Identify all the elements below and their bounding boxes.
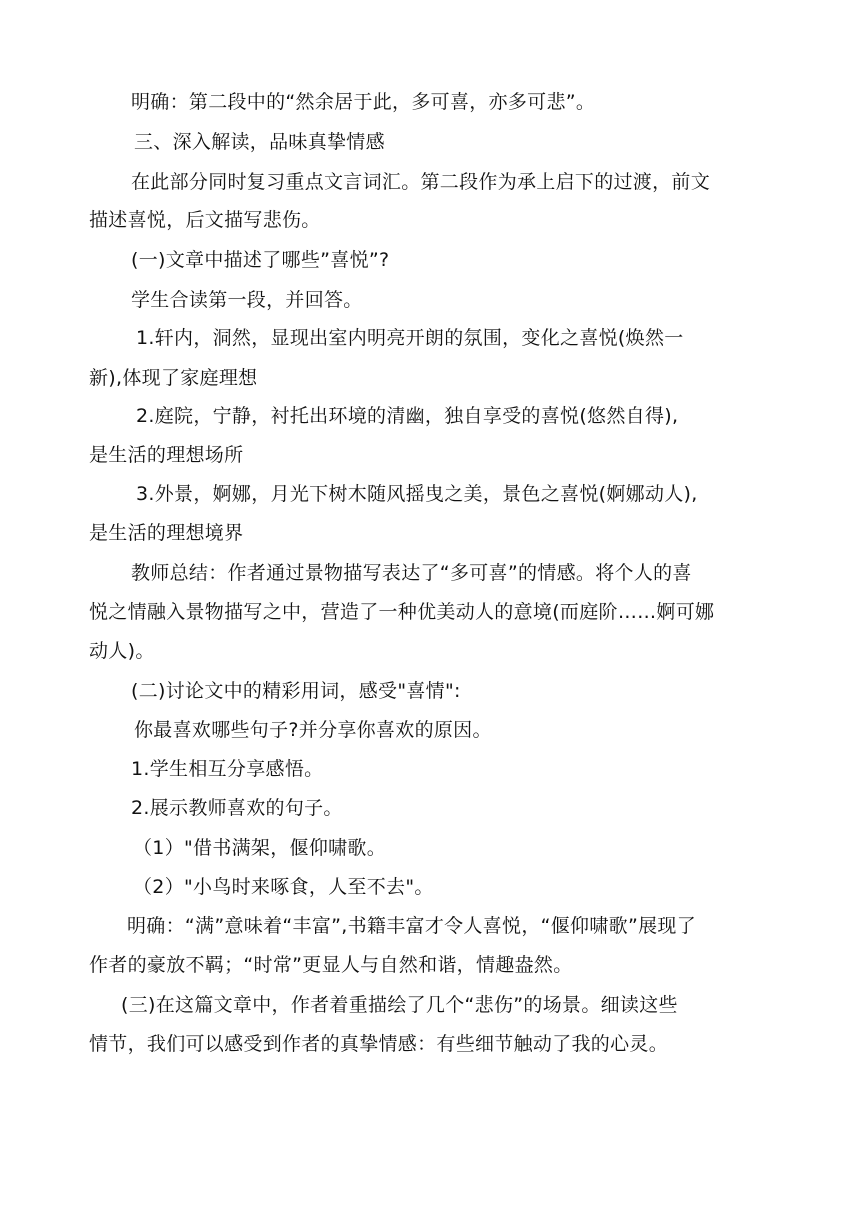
paragraph-line: 明确：第二段中的“然余居于此，多可喜，亦多可悲”。 xyxy=(131,91,596,113)
paragraph-line: 作者的豪放不羁；“时常”更显人与自然和谐，情趣盎然。 xyxy=(89,954,573,976)
subsection-heading: (二)讨论文中的精彩用词，感受"喜情": xyxy=(131,680,461,702)
list-item: 2.展示教师喜欢的句子。 xyxy=(131,797,343,819)
quoted-sentence: （1）"借书满架，偃仰啸歌。 xyxy=(133,837,387,859)
quoted-sentence: （2）"小鸟时来啄食，人至不去"。 xyxy=(133,876,434,898)
paragraph-line: 动人)。 xyxy=(89,640,155,662)
list-item-continuation: 是生活的理想场所 xyxy=(89,444,244,466)
list-item: 1.轩内，洞然，显现出室内明亮开朗的氛围，变化之喜悦(焕然一 xyxy=(136,327,684,349)
paragraph-line: 你最喜欢哪些句子?并分享你喜欢的原因。 xyxy=(134,719,492,741)
list-item-continuation: 是生活的理想境界 xyxy=(89,522,244,544)
paragraph-line: 教师总结：作者通过景物描写表达了“多可喜”的情感。将个人的喜 xyxy=(131,562,692,584)
paragraph-line: 情节，我们可以感受到作者的真挚情感：有些细节触动了我的心灵。 xyxy=(89,1033,669,1055)
paragraph-line: 学生合读第一段，并回答。 xyxy=(131,289,363,311)
paragraph-line: 明确：“满”意味着“丰富”,书籍丰富才令人喜悦，“偃仰啸歌”展现了 xyxy=(127,915,697,937)
section-heading: 三、深入解读，品味真挚情感 xyxy=(134,131,385,153)
subsection-heading: (一)文章中描述了哪些”喜悦”? xyxy=(131,249,390,271)
list-item: 1.学生相互分享感悟。 xyxy=(131,758,324,780)
subsection-heading: (三)在这篇文章中，作者着重描绘了几个“悲伤”的场景。细读这些 xyxy=(121,994,678,1016)
list-item: 2.庭院，宁静，衬托出环境的清幽，独自享受的喜悦(悠然自得), xyxy=(136,405,679,427)
paragraph-line: 在此部分同时复习重点文言词汇。第二段作为承上启下的过渡，前文 xyxy=(131,171,711,193)
list-item-continuation: 新),体现了家庭理想 xyxy=(89,367,258,389)
paragraph-line: 悦之情融入景物描写之中，营造了一种优美动人的意境(而庭阶……婀可娜 xyxy=(89,601,715,623)
list-item: 3.外景，婀娜，月光下树木随风摇曳之美，景色之喜悦(婀娜动人), xyxy=(136,483,698,505)
paragraph-line: 描述喜悦，后文描写悲伤。 xyxy=(89,209,321,231)
